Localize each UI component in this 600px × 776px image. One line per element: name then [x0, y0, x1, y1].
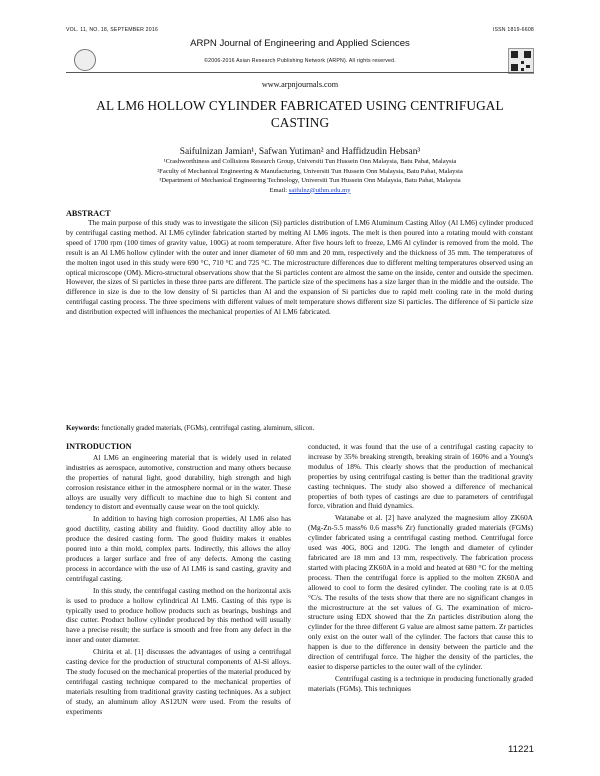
affiliation-1: ¹Crashworthiness and Collisions Research Group, Universiti Tun Hussein Onn Malaysia, Batu Pahat, Malaysia — [163, 158, 457, 165]
keywords-line — [66, 424, 533, 432]
email-link[interactable]: saifulnz@uthm.edu.my — [288, 186, 351, 194]
journal-website[interactable]: www.arpnjournals.com — [261, 80, 339, 89]
volume-info: VOL. 11, NO. 18, SEPTEMBER 2016 — [66, 27, 159, 33]
affiliations — [90, 157, 530, 195]
paragraph: Centrifugal casting is a technique in producing functionally graded materials (FGMs). This techniques — [308, 673, 533, 693]
abstract-text: The main purpose of this study was to investigate the silicon (Si) particles distribution of LM6 Aluminum Casting Alloy (Al LM6) cylinder produced by centrifugal casting method. Al LM6 cylinder fabrication started by melting Al LM6 ingots. The melt is then poured into a rotating mould with constant speed of 1700 rpm (100 times of gravity value, 100G) at room temperature. After five hours left to freeze, LM6 Al cylinder is removed from the mold. The result is an Al LM6 hollow cylinder with the outer and inner diameter of 60 mm and 20 mm, respectively and the thickness of 35 mm. The temperatures of the molten ingot used in this study were 690 °C, 710 °C and 725 °C. The microstructure differences due to different melting temperatures observed using an optical microscope (OM). Micro-structural observations show that the Si particles content are almost the same on the inside, center and outside the specimen. However, the sizes of Si particles in these three parts are different. The particle size of the specimens has a size larger than in the middle and the outside. The difference in size is due to the low density of Si particles than Al and the expansion of Si particles due to rapid melt cooling rate in the mold during centrifugal casting process. The three specimens with different values of melt temperature shows different size Si particles. The difference of Si particle size and distribution expected will influences the mechanical properties of Al LM6 fabricated. — [66, 218, 533, 317]
paper-title: AL LM6 HOLLOW CYLINDER FABRICATED USING CENTRIFUGAL CASTING — [96, 98, 504, 130]
paragraph: In this study, the centrifugal casting method on the horizontal axis is used to produce a hollow cylindrical Al LM6. Casting of this type is typically used to produce hollow products such as bearings, bushings and disc cutter. Product hollow cylinder produced by this method will usually have a precise result; the surface is smooth and free from any defect in the inner and outer diameter. — [66, 585, 291, 645]
affiliation-3: ³Department of Mechanical Engineering Technology, Universiti Tun Hussein Onn Malaysia, Batu Pahat, Malaysia — [159, 177, 461, 184]
paragraph: Al LM6 an engineering material that is widely used in related industries as aerospace, automotive, construction and many others because the properties of natural light, good durability, high strength and high corrosion resistance either in the atmosphere normal or in the water. These alloys are usually very difficult to machine due to high Si content and tendency to distort and eventually cause wear on the tool quickly. — [66, 452, 291, 512]
abstract-heading: ABSTRACT — [66, 209, 111, 218]
paragraph: Chirita et al. [1] discusses the advantages of using a centrifugal casting device for the production of structural components of Al-Si alloys. The study focused on the mechanical properties of the material produced by centrifugal casting technique compared to the mechanical properties of materials resulting from traditional gravity casting techniques. As a subject of study, an aluminum alloy AS12UN were used. From the results of experiments — [66, 647, 291, 716]
journal-name: ARPN Journal of Engineering and Applied Sciences — [190, 38, 410, 49]
email-label: Email: — [269, 186, 288, 194]
right-column — [308, 442, 533, 696]
paragraph: In addition to having high corrosion properties, Al LM6 also has good ductility, casting ability and fluidity. Good ductility alloy able to produce the desired casting form. The good fluidity makes it enables poured into a thin mold, complex parts. Indirectly, this allows the alloy produces a larger surface and free of any defects. Among the casting process in accordance with the use of Al LM6 is sand casting, gravity and centrifugal casting. — [66, 514, 291, 583]
affiliation-2: ²Faculty of Mechanical Engineering & Manufacturing, Universiti Tun Hussein Onn Malaysia, Batu Pahat, Malaysia — [157, 167, 463, 175]
keywords-list: functionally graded materials, (FGMs), centrifugal casting, aluminum, silicon. — [101, 425, 315, 432]
paragraph: Watanabe et al. [2] have analyzed the magnesium alloy ZK60A (Mg-Zn-5.5 mass% 0.6 mass% Zr) functionally graded materials (FGMs) cylinder fabricated using a centrifugal casting method. Centrifugal force used was 40G, 80G and 120G. The length and diameter of cylinder fabricated are 18 mm and 13 mm, respectively. The fabrication process started with placing ZK60A in a mold and heated at 680 °C for the melting process. Then the centrifugal force is applied to the molten ZK60A and allowed to cool to form the desired cylinder. The cooling rate is at 0.05 °C/s. The results of the tests show that there are no significant changes in the microstructure at the set values of G. The examination of micro-structure using EDX showed that the Zn particles distribution along the cylinder for the three different G value are almost same pattern. Zr particles only exist on the outer wall of the cylinder. The factors that cause this to happen is due to the difference in density between the particle and the direction of centrifugal force. The higher the density of the particles, the easier to disperse particles to the outer wall of the cylinder. — [308, 513, 533, 671]
left-column — [66, 442, 291, 718]
issn: ISSN 1819-6608 — [492, 27, 534, 33]
keywords-label: Keywords: — [66, 424, 100, 432]
paragraph: conducted, it was found that the use of a centrifugal casting capacity to increase by 35% breaking strength, breaking strain of 160% and a Young's modulus of 18%. This clearly shows that the production of mechanical properties by using centrifugal casting is better than the traditional gravity casting techniques. The study also showed a difference of mechanical properties of both types of castings are due to parameters of centrifugal force, vibration and fluid dynamics. — [308, 442, 533, 511]
introduction-heading: INTRODUCTION — [66, 442, 132, 451]
qr-code-icon — [508, 48, 534, 74]
email-line — [90, 186, 530, 196]
copyright-notice: ©2006-2016 Asian Research Publishing Network (ARPN). All rights reserved. — [204, 58, 396, 64]
author-list: Saifulnizan Jamian¹, Safwan Yutiman² and Haffidzudin Hebsan³ — [179, 147, 421, 157]
page-number: 11221 — [508, 744, 534, 755]
header-divider — [66, 72, 534, 73]
